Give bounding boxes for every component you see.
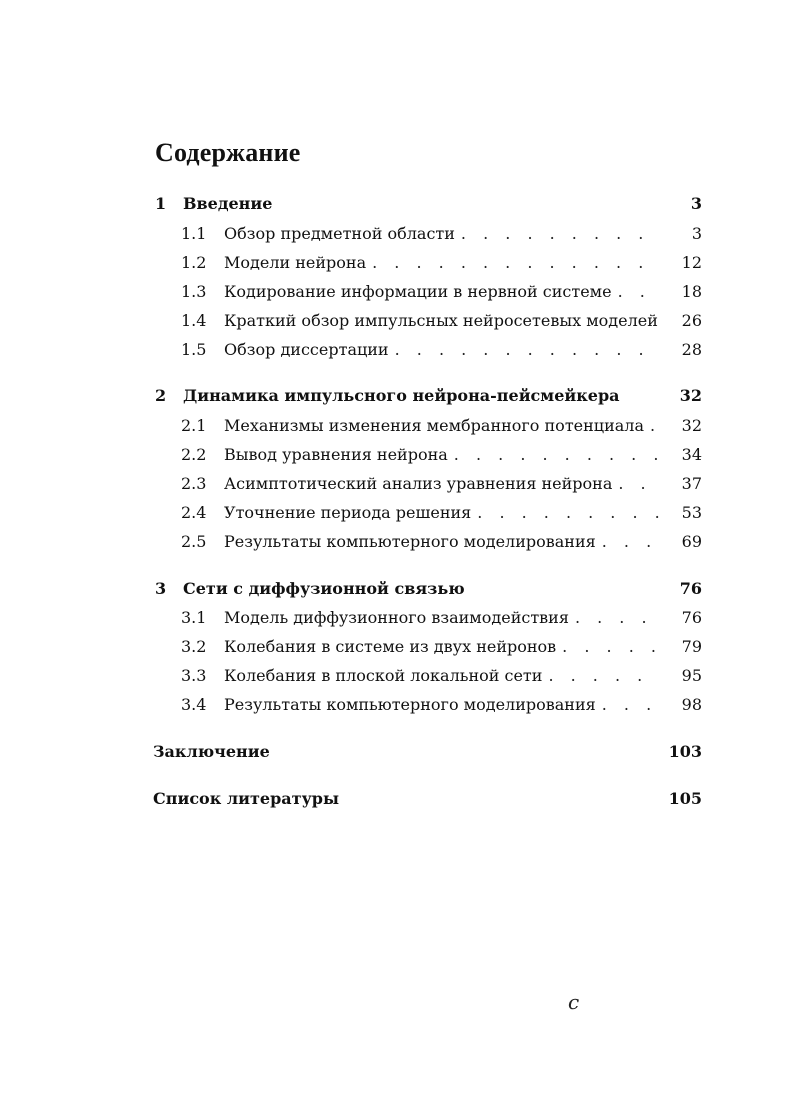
section-title: Колебания в системе из двух нейронов [224, 637, 557, 656]
section-title: Результаты компьютерного моделирования [224, 532, 596, 551]
toc-section-1-3[interactable] [0, 282, 799, 308]
toc-references[interactable] [0, 789, 799, 815]
backmatter-page: 105 [668, 789, 702, 808]
toc-section-2-3[interactable] [0, 474, 799, 500]
section-number: 3.4 [181, 695, 207, 714]
chapter-number: 3 [155, 579, 167, 598]
section-title: Механизмы изменения мембранного потенциала [224, 416, 644, 435]
section-number: 2.1 [181, 416, 207, 435]
section-number: 1.3 [181, 282, 207, 301]
section-page: 76 [681, 608, 702, 627]
toc-chapter-3[interactable] [0, 579, 799, 605]
toc-section-1-1[interactable] [0, 224, 799, 250]
dot-leader [618, 282, 659, 301]
dot-leader [575, 608, 659, 627]
dot-leader [548, 666, 659, 685]
toc-section-3-1[interactable] [0, 608, 799, 634]
section-number: 2.5 [181, 532, 207, 551]
dot-leader [454, 445, 659, 464]
section-number: 1.5 [181, 340, 207, 359]
toc-chapter-2[interactable] [0, 386, 799, 412]
toc-section-3-2[interactable] [0, 637, 799, 663]
toc-section-2-5[interactable] [0, 532, 799, 558]
section-number: 1.4 [181, 311, 207, 330]
section-page: 95 [681, 666, 702, 685]
section-title: Колебания в плоской локальной сети [224, 666, 543, 685]
handwritten-mark: с [568, 990, 580, 1014]
backmatter-page: 103 [668, 742, 702, 761]
section-title: Уточнение периода решения [224, 503, 472, 522]
section-title: Обзор диссертации [224, 340, 389, 359]
toc-section-1-2[interactable] [0, 253, 799, 279]
dot-leader [602, 532, 659, 551]
toc-section-2-1[interactable] [0, 416, 799, 442]
toc-chapter-1[interactable] [0, 194, 799, 220]
section-page: 3 [691, 224, 702, 243]
toc-section-3-3[interactable] [0, 666, 799, 692]
section-page: 98 [681, 695, 702, 714]
toc-section-1-4[interactable] [0, 311, 799, 337]
section-number: 1.1 [181, 224, 207, 243]
chapter-number: 2 [155, 386, 167, 405]
section-page: 53 [681, 503, 702, 522]
section-page: 12 [681, 253, 702, 272]
section-number: 2.2 [181, 445, 207, 464]
toc-section-2-4[interactable] [0, 503, 799, 529]
section-page: 34 [681, 445, 702, 464]
dot-leader [602, 695, 659, 714]
section-title: Краткий обзор импульсных нейросетевых моделей [224, 311, 658, 330]
section-number: 3.2 [181, 637, 207, 656]
dot-leader [395, 340, 659, 359]
chapter-title: Введение [183, 194, 273, 213]
section-page: 32 [681, 416, 702, 435]
section-page: 69 [681, 532, 702, 551]
section-page: 28 [681, 340, 702, 359]
toc-section-2-2[interactable] [0, 445, 799, 471]
dot-leader [650, 416, 659, 435]
section-number: 2.3 [181, 474, 207, 493]
dot-leader [372, 253, 659, 272]
dot-leader [477, 503, 659, 522]
section-page: 26 [681, 311, 702, 330]
section-title: Модель диффузионного взаимодействия [224, 608, 569, 627]
section-number: 1.2 [181, 253, 207, 272]
section-number: 3.3 [181, 666, 207, 685]
chapter-page: 32 [679, 386, 702, 405]
section-title: Модели нейрона [224, 253, 367, 272]
backmatter-title: Список литературы [153, 789, 340, 808]
backmatter-title: Заключение [153, 742, 270, 761]
section-page: 37 [681, 474, 702, 493]
dot-leader [461, 224, 659, 243]
section-number: 3.1 [181, 608, 207, 627]
section-number: 2.4 [181, 503, 207, 522]
section-page: 18 [681, 282, 702, 301]
chapter-number: 1 [155, 194, 167, 213]
section-page: 79 [681, 637, 702, 656]
section-title: Обзор предметной области [224, 224, 455, 243]
chapter-page: 76 [679, 579, 702, 598]
chapter-page: 3 [690, 194, 702, 213]
toc-section-1-5[interactable] [0, 340, 799, 366]
section-title: Кодирование информации в нервной системе [224, 282, 612, 301]
section-title: Результаты компьютерного моделирования [224, 695, 596, 714]
page-title: Содержание [155, 138, 301, 167]
toc-conclusion[interactable] [0, 742, 799, 768]
toc-section-3-4[interactable] [0, 695, 799, 721]
section-title: Вывод уравнения нейрона [224, 445, 448, 464]
section-title: Асимптотический анализ уравнения нейрона [224, 474, 613, 493]
dot-leader [618, 474, 659, 493]
chapter-title: Динамика импульсного нейрона-пейсмейкера [183, 386, 620, 405]
dot-leader [562, 637, 659, 656]
chapter-title: Сети с диффузионной связью [183, 579, 465, 598]
